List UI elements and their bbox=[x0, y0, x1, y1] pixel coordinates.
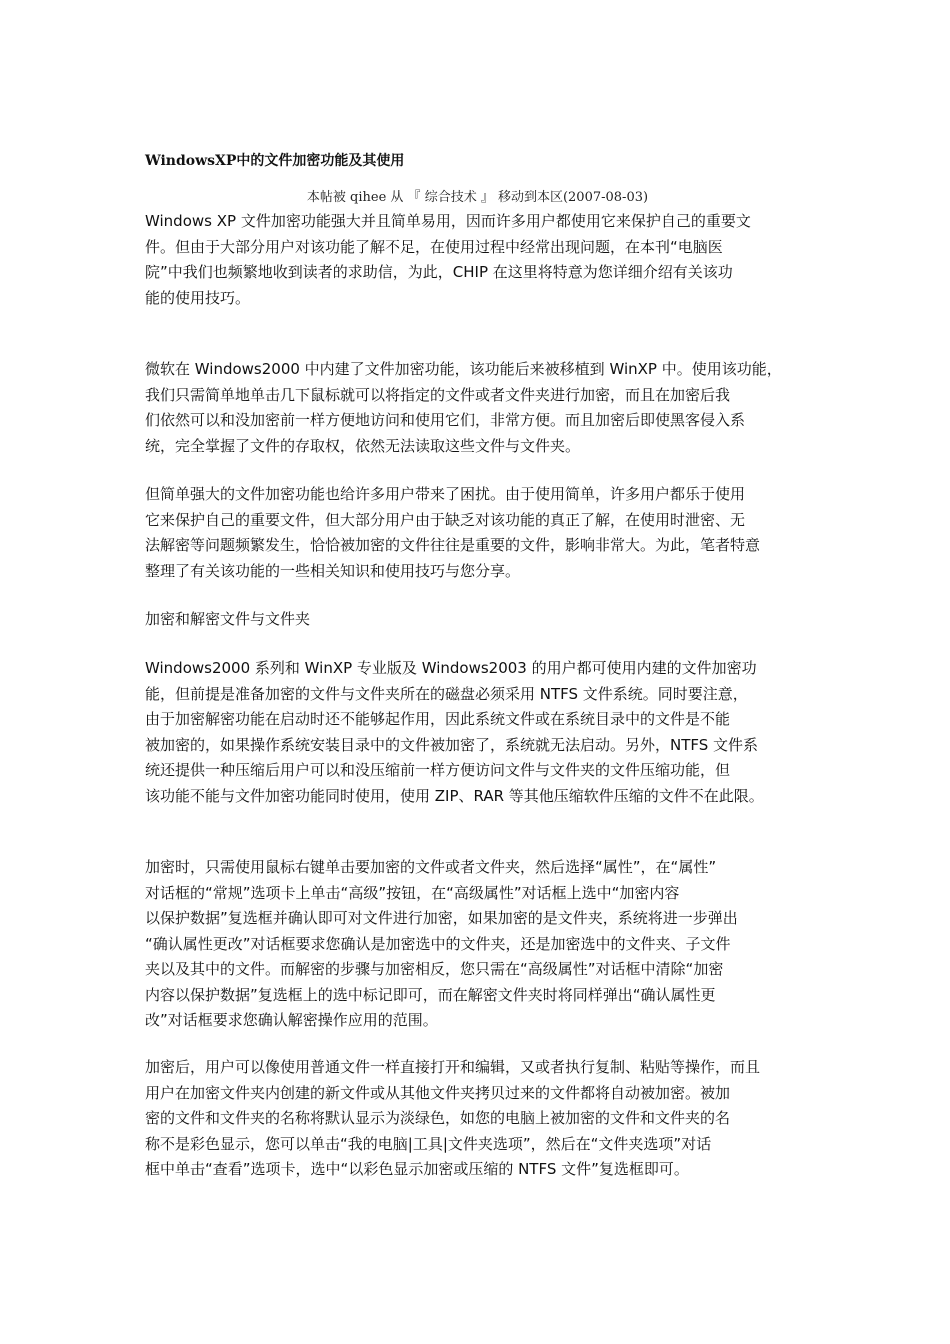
paragraph-requirements bbox=[145, 656, 825, 809]
text-line: 院”中我们也频繁地收到读者的求助信，为此，CHIP 在这里将特意为您详细介绍有关该功 bbox=[145, 263, 733, 281]
text-line: Windows XP 文件加密功能强大并且简单易用，因而许多用户都使用它来保护自己的重要文 bbox=[145, 212, 751, 230]
text-line: Windows2000 系列和 WinXP 专业版及 Windows2003 的用户都可使用内建的文件加密功 bbox=[145, 659, 757, 677]
text-line: 改”对话框要求您确认解密操作应用的范围。 bbox=[145, 1011, 438, 1029]
text-line: 我们只需简单地单击几下鼠标就可以将指定的文件或者文件夹进行加密，而且在加密后我 bbox=[145, 385, 731, 404]
text-line: 夹以及其中的文件。而解密的步骤与加密相反，您只需在“高级属性”对话框中清除“加密 bbox=[145, 960, 724, 978]
text-line: 该功能不能与文件加密功能同时使用，使用 ZIP、RAR 等其他压缩软件压缩的文件不在此限。 bbox=[145, 786, 764, 805]
text-line: 对话框的“常规”选项卡上单击“高级”按钮，在“高级属性”对话框上选中“加密内容 bbox=[145, 883, 680, 902]
text-line: 法解密等问题频繁发生，恰恰被加密的文件往往是重要的文件，影响非常大。为此，笔者特意 bbox=[145, 536, 761, 554]
text-line: 们依然可以和没加密前一样方便地访问和使用它们，非常方便。而且加密后即使黑客侵入系 bbox=[145, 411, 746, 429]
text-line: 内容以保护数据”复选框上的选中标记即可，而在解密文件夹时将同样弹出“确认属性更 bbox=[145, 985, 716, 1004]
text-line: 整理了有关该功能的一些相关知识和使用技巧与您分享。 bbox=[145, 561, 521, 580]
text-line: 统还提供一种压缩后用户可以和没压缩前一样方便访问文件与文件夹的文件压缩功能，但 bbox=[145, 761, 731, 779]
text-line: 框中单击“查看”选项卡，选中“以彩色显示加密或压缩的 NTFS 文件”复选框即可。 bbox=[145, 1160, 689, 1178]
section-heading-text: 加密和解密文件与文件夹 bbox=[145, 610, 311, 628]
section-heading bbox=[145, 607, 815, 633]
text-line: 但简单强大的文件加密功能也给许多用户带来了困扰。由于使用简单，许多用户都乐于使用 bbox=[145, 485, 746, 503]
text-line: 称不是彩色显示，您可以单击“我的电脑|工具|文件夹选项”，然后在“文件夹选项”对话 bbox=[145, 1134, 712, 1153]
text-line: 能，但前提是准备加密的文件与文件夹所在的磁盘必须采用 NTFS 文件系统。同时要注意， bbox=[145, 684, 748, 703]
text-line: 微软在 Windows2000 中内建了文件加密功能，该功能后来被移植到 WinXP 中。使用该功能， bbox=[145, 360, 782, 378]
text-line: 它来保护自己的重要文件，但大部分用户由于缺乏对该功能的真正了解，在使用时泄密、无 bbox=[145, 510, 746, 529]
moved-notice: 本帖被 qihee 从 『 综合技术 』 移动到本区(2007-08-03) bbox=[306, 190, 649, 205]
paragraph-background bbox=[145, 357, 820, 459]
text-line: 以保护数据”复选框并确认即可对文件进行加密，如果加密的是文件夹，系统将进一步弹出 bbox=[145, 909, 738, 927]
paragraph-intro bbox=[145, 209, 815, 311]
text-line: 密的文件和文件夹的名称将默认显示为淡绿色，如您的电脑上被加密的文件和文件夹的名 bbox=[145, 1109, 731, 1127]
text-line: “确认属性更改”对话框要求您确认是加密选中的文件夹，还是加密选中的文件夹、子文件 bbox=[145, 934, 731, 953]
text-line: 由于加密解密功能在启动时还不能够起作用，因此系统文件或在系统目录中的文件是不能 bbox=[145, 710, 731, 728]
text-line: 加密后，用户可以像使用普通文件一样直接打开和编辑，又或者执行复制、粘贴等操作，而且 bbox=[145, 1058, 761, 1076]
paragraph-after-encrypt bbox=[145, 1055, 815, 1183]
text-line: 被加密的，如果操作系统安装目录中的文件被加密了，系统就无法启动。另外，NTFS 文件系 bbox=[145, 735, 759, 754]
text-line: 加密时，只需使用鼠标右键单击要加密的文件或者文件夹，然后选择“属性”，在“属性” bbox=[145, 858, 717, 876]
text-line: 件。但由于大部分用户对该功能了解不足，在使用过程中经常出现问题，在本刊“电脑医 bbox=[145, 237, 723, 256]
paragraph-encrypt-steps bbox=[145, 855, 815, 1034]
text-line: 统，完全掌握了文件的存取权，依然无法读取这些文件与文件夹。 bbox=[145, 436, 581, 455]
paragraph-problems bbox=[145, 482, 815, 584]
text-line: 能的使用技巧。 bbox=[145, 288, 251, 307]
text-line: 用户在加密文件夹内创建的新文件或从其他文件夹拷贝过来的文件都将自动被加密。被加 bbox=[145, 1083, 731, 1102]
document-title: WindowsXP中的文件加密功能及其使用 bbox=[145, 153, 405, 169]
